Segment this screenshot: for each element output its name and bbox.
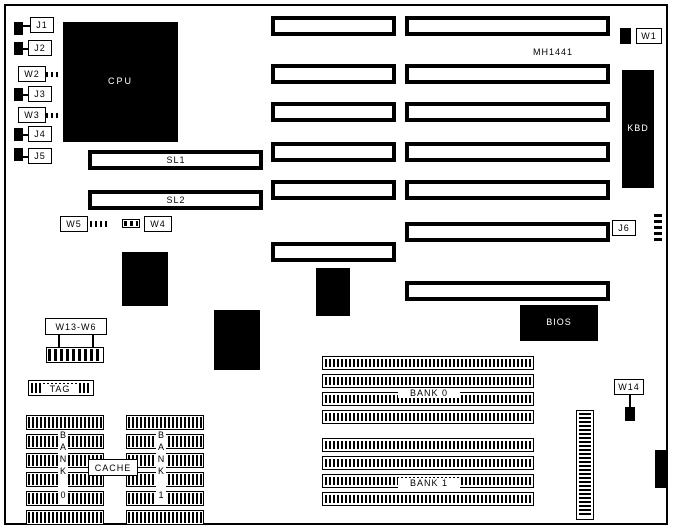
cache-bank0-label: BANK 0	[58, 430, 68, 502]
expansion-slot-m6	[271, 242, 396, 262]
bios-label: BIOS	[546, 317, 572, 327]
leader-w14	[629, 395, 631, 407]
expansion-slot-m3	[271, 102, 396, 122]
cache-bank1-row-1	[126, 415, 204, 430]
jumper-w5[interactable]: W5	[60, 216, 88, 232]
edge-block-j1	[14, 22, 23, 35]
leader-w13-w6-b	[92, 335, 94, 347]
leader-w13-w6-a	[58, 335, 60, 347]
simm-bank1-socket-2	[322, 456, 534, 470]
jumper-j1[interactable]: J1	[30, 17, 54, 33]
jumper-w5-pins	[90, 221, 110, 227]
keyboard-connector	[622, 70, 654, 188]
expansion-slot-r3	[405, 102, 610, 122]
chip-1	[122, 252, 168, 306]
edge-block-w14	[625, 407, 635, 421]
jumper-block-w13-w6-label[interactable]: W13-W6	[45, 318, 107, 335]
expansion-slot-m2	[271, 64, 396, 84]
leader-j4	[23, 134, 29, 136]
edge-connector-right-bottom	[655, 450, 668, 488]
jumper-w3-pins	[46, 113, 58, 118]
chip-2	[214, 310, 260, 370]
simm-bank0-socket-1	[322, 356, 534, 370]
jumper-w2[interactable]: W2	[18, 66, 46, 82]
leader-j2	[23, 48, 29, 50]
leader-j5	[23, 156, 29, 158]
jumper-w14[interactable]: W14	[614, 379, 644, 395]
expansion-slot-m4	[271, 142, 396, 162]
expansion-slot-r7	[405, 281, 610, 301]
jumper-j3[interactable]: J3	[28, 86, 52, 102]
expansion-slot-m5	[271, 180, 396, 200]
edge-block-j5	[14, 148, 23, 161]
simm-bank0-socket-2	[322, 374, 534, 388]
cache-bank0-row-1	[26, 415, 104, 430]
edge-block-j2	[14, 42, 23, 55]
expansion-slot-m1	[271, 16, 396, 36]
simm-bank0-label: BANK 0	[398, 388, 460, 398]
jumper-w2-pins	[46, 72, 58, 77]
jumper-block-w13-w6[interactable]	[46, 347, 104, 363]
bios-chip	[520, 305, 598, 341]
cpu-label: CPU	[107, 76, 133, 86]
jumper-j5[interactable]: J5	[28, 148, 52, 164]
jumper-w1[interactable]: W1	[636, 28, 662, 44]
slot-sl2-label: SL2	[148, 195, 204, 205]
jumper-j6-pins	[654, 214, 662, 242]
jumper-j4[interactable]: J4	[28, 126, 52, 142]
expansion-slot-r4	[405, 142, 610, 162]
cache-bank1-label: BANK 1	[156, 430, 166, 502]
expansion-slot-r6	[405, 222, 610, 242]
board-model-label: MH1441	[532, 47, 574, 57]
simm-bank1-label: BANK 1	[398, 478, 460, 488]
simm-bank0-socket-4	[322, 410, 534, 424]
keyboard-connector-label: KBD	[627, 123, 649, 133]
jumper-j6[interactable]: J6	[612, 220, 636, 236]
jumper-w4-pins	[122, 219, 140, 228]
vertical-connector	[576, 410, 594, 520]
jumper-w3[interactable]: W3	[18, 107, 46, 123]
slot-sl1-label: SL1	[148, 155, 204, 165]
edge-block-j4	[14, 128, 23, 141]
expansion-slot-r1	[405, 16, 610, 36]
cache-label: CACHE	[88, 459, 138, 476]
cache-bank0-row-6	[26, 510, 104, 525]
tag-label: TAG	[42, 384, 78, 394]
simm-bank1-socket-1	[322, 438, 534, 452]
jumper-j2[interactable]: J2	[28, 40, 52, 56]
chip-3	[316, 268, 350, 316]
leader-j3	[23, 94, 29, 96]
cpu-socket	[63, 22, 178, 142]
jumper-w4[interactable]: W4	[144, 216, 172, 232]
leader-j1	[23, 25, 31, 27]
expansion-slot-r5	[405, 180, 610, 200]
edge-block-w1	[620, 28, 631, 44]
cache-bank1-row-6	[126, 510, 204, 525]
simm-bank1-socket-4	[322, 492, 534, 506]
expansion-slot-r2	[405, 64, 610, 84]
edge-block-j3	[14, 88, 23, 101]
